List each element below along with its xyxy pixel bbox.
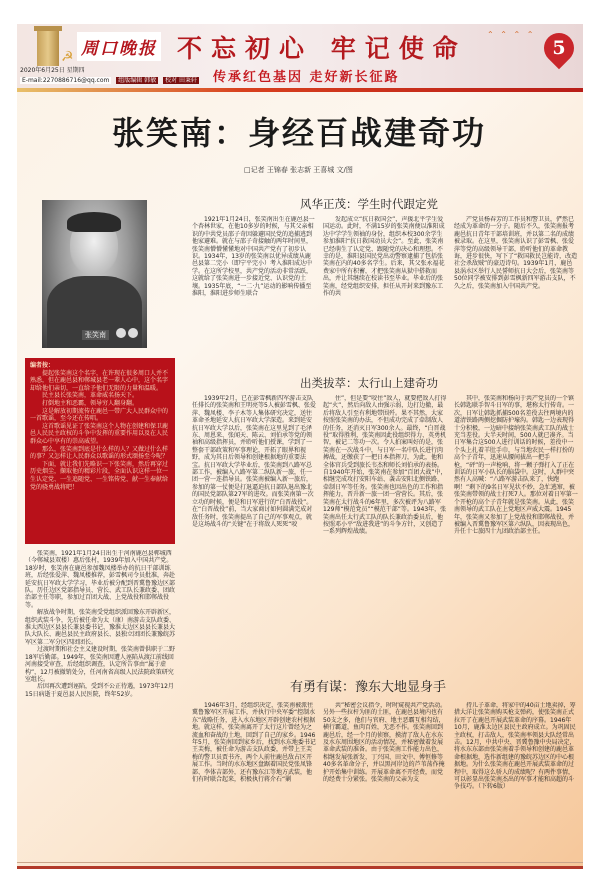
column-text: 其中，张笑南和杨向于共产党员的一个镇长韩匙联手智斗日军的事，堪称太行传奇。一次，日军让韩匙抓捕500名差役去往两境内的道清铁路两侧挖掘防护壕沟。韩匙一边表现得十分积极，一边暗中接纳张笑南武工队的战士充当差役。大半天时间，500人就已凑齐。当日军集合这500人进行训话的时候，差役中一个头上扎着羊肚手巾，与当地农民一样打扮的高个子青年，迅速从腰间拔出一把手枪，“砰”的一声枪响，将一颗子弹打入了正在训话的日军小队长的脑袋中。这时，人群中突然有人高喊：“八路军游击队来了，快跑啊！”剩下的9名日军见状不妙，急忙逃窜，被张笑南带领的战士打死7人。那位对着日军第一个开枪的高个子青年就是张笑南。从此，张笑南领导的武工队在上党地区声威大震。1945年，张笑南又参加了上党战役和邯郸战役，并被编入晋冀鲁豫军区第六纵队，因表现出色，升任十七旅四十九团政治部主任。: [454, 395, 578, 536]
bio-paragraph: 后因再次遭到诬陷，受到不公正待遇，1973年12月15日病逝于夏邑县人民医院，终年52岁。: [25, 683, 174, 698]
photo-caption: 张笑南: [82, 330, 109, 340]
editor-note-paragraph: 民主县长张笑南，革命威名扬天下。: [42, 392, 139, 400]
section-column: [192, 702, 316, 857]
section-column: [323, 395, 447, 670]
editor-note-paragraph: 提起张笑南这个名字，在许现在很多周口人并不熟悉，但在鹿邑县和郸城县老一辈人心中，这个名字却给他们亲切，一直给予他们无限的力量和温暖。: [30, 369, 169, 392]
newspaper-logo: 周口晚报: [77, 32, 161, 61]
flying-birds-icon: ⌃ ⌃ ⌃ ⌃: [487, 30, 536, 39]
bottom-rule-thin: [17, 862, 583, 863]
column-text: 共”秘密会议指令，时时窥视共产党活动。另外一些拉杆为匪的土匪，在鹿邑县境内也有50支之多，他们与官府、地主恶霸互相勾结，横行霸道，鱼肉百姓，无恶不作。张笑南回到鹿邑后，经一个月的侦察，摸清了敌人在水东及水东周围地区的活动情况，并秘密做着发展革命武装的准备。由于张笑南工作能力出色，相继发展张新发、丁兴国、田文中、傅恒修等40多名革命分子，并以黑河岸边的芦苇荡作掩护开始集中训练。开展革命离不开经费，而党的经费十分紧张。张笑南的父亲为支: [323, 702, 447, 784]
editor-note-box: [25, 358, 175, 544]
editor-note-paragraph: 下面，就让我们先略识一下张笑南，然后再穿过历史烟尘，撷取他的精彩片段，全面认识这样一位一生认定党、一生追随党、一生铭传党、献一生奉献给党的骁勇战将吧！: [30, 460, 169, 491]
headline: 张笑南：身经百战建奇功: [112, 114, 487, 152]
editor-info: [20, 77, 199, 85]
column-text: 产党员杨春芳的工作员和警卫员，俨然已经成为革命的一分子。随后不久，张笑南报考鹿邑抗日青年干部培训班，并以第二名的成绩被录取。在这里，张笑南认识了彭雪枫、张爱萍等党的高级领导干部，聆听他们的革命教诲，进步很快，写下了“救国救民岂能诗，改造社会杀敌贼”的豪迈诗句。1939年1月，鹿邑县涡水区举行人民誓师抗日大会后，张笑南等50位同学被安排到彭雪枫新四军游击支队，不久之后，张笑南加入中国共产党。: [454, 216, 578, 290]
section-column: [323, 216, 447, 366]
editor-note-paragraph: 打倒地主和恶霸，领导穷人翻身翻。: [42, 399, 139, 407]
editor-note-title: 编者按：: [30, 362, 55, 369]
section-title: 风华正茂：学生时代跟定党: [300, 197, 438, 211]
biography-column: [25, 550, 175, 850]
bio-paragraph: 过渡时期和社会主义建设时期，张笑南曾供职于二野18军后勤部。1949年，张笑南因遭人诬陷从渡江前线回河南接受审查，后经组织调查，认定所告事由“属于虚构”，12月被撤销处分，任河南省高级人民法院政策研究室组长。: [25, 646, 175, 683]
medal-icon: [116, 328, 126, 338]
editor-note-paragraph: 这首歌谣见证了张笑南这个人物在创建和保卫鹿邑人民民主政权的斗争中发挥的重要作用以及在人民群众心中享有的崇高威望。: [30, 422, 169, 445]
slogan: 不忘初心 牢记使命: [177, 34, 467, 63]
bottom-rule: [17, 866, 583, 869]
section-column: [454, 702, 578, 857]
section-column: [454, 216, 578, 366]
staff-proofreader: 校对 田秉轩: [165, 77, 198, 84]
issue-date: 2020年6月25日 星期四: [20, 67, 85, 74]
column-text: 发起成立“抗日救国会”，声援北平学生爱国运动。此时，不满15岁的张笑南便以淮阳成达中学学生领袖的身份，组织本校300余学生参加淮阳“抗日救国动员大会”。至此，张笑南已经萌生了认定党、跟随党的决心和理想。不幸的是，淮阳县国民党出动警察逮捕了包括张笑南在内的40多名学生。后来，其父张永福花费家中所有积蓄，才把张笑南从狱中搭救而出，并让其继续在校读书至毕业。毕业后的张笑南，经党组织安排，担任从开封来到豫东工作的共: [323, 216, 445, 298]
editor-note-paragraph: 那么，张笑南到底是什么样的人？又做过什么样的事？又怎样让人民群众以歌谣的形式颂扬至今呢？: [30, 445, 169, 461]
portrait-photo: [42, 200, 147, 348]
page-number-badge: [538, 27, 580, 69]
page-number: 5: [552, 37, 566, 59]
masthead: [17, 24, 583, 92]
hammer-sickle-icon: ☭: [61, 49, 74, 65]
section-title: 有勇有谋：豫东大地显身手: [290, 680, 447, 695]
editor-note-paragraph: 这是解放初期流传在鹿邑一带广大人民群众中的一首歌谣，至今还在传唱。: [30, 407, 169, 423]
section-column: [454, 395, 578, 670]
column-text: 1939年2月，已在彭雪枫新四军游击支队任排长的张笑南和王明亮等5人被彭雪枫、张爱萍、魏凤楼、李子木等人集体研究决定，送往革命圣地延安人抗日军政大学深造。来到延安抗日军政大学以后，张笑南在这里见到了毛泽东、周恩来、张闻天、陈云、刘伯承等党的领袖和高级指挥员，并聆听他们授课，学到了一整套干部政策和军事理论，开拓了眼界和视野，成为其日后领导和创建根据地的重要法宝。抗日军政大学毕业后，张笑南到八路军总部工作，被编入八路军第二纵队新一旅，任一团一营一连指导员。张笑南被编入新一旅后，参加的第一仗便是打退逼迫抗日部队退出豫北的国民党部队第27军的进攻。而张笑南第一次立功的时候，便是和日军进行的“白晋战役”。在“白晋战役”前，当大家商讨如何圆满完成对敌任务时，张笑南提出了自己的军事观点，就是这场战斗的“关键”在于将敌人死死“咬: [192, 395, 316, 528]
medal-icon: [128, 328, 138, 338]
section-column: [323, 702, 447, 857]
sub-slogan: 传承红色基因 走好新长征路: [213, 70, 400, 85]
photo-figure-cap: [67, 212, 121, 232]
bio-paragraph: 解放战争时期，张笑南受党组织派回豫东开辟新区，组织武装斗争，先后被任命为太（康）南游击支队政委、淮太西边区县县长兼县委书记、豫淮太边区县县长兼县大队大队长、鹿邑县民主政府县长、县独立团团长兼豫皖苏军区第二军分区四团团长。: [25, 609, 175, 646]
section-title: 出类拔萃：太行山上建奇功: [300, 376, 438, 390]
column-text: 住”，但是要“咬住”敌人，就要把敌人打得起“火”，然后向敌人由强示弱，边打边撤，最后将敌人引至有利地带围歼。果不其然，大家按照张笑南的办法，不但成功完成了牵制敌人的任务，还消灭日军300余人。最终，“白晋战役”取得胜利，张笑南因此役组织得力、英勇机智，被记二等功一次。令人拍案叫好的是，张笑南在一次战斗中，与日军一名中队长进行肉搏战，还缴获了一把日本指挥刀，为此，他和全体官兵受到旅长韦杰和师长刘伯承的表扬。自1940年开始，张笑南在参加“百团大战”中，相继完成攻打安阳车站、袭击安阳北侧铁路、牵制日军等任务。张笑南也因出色的工作和指挥能力，晋升新一旅一团一营营长。其后，张笑南在太行战斗的6年里，多次被评为八路军129师“模范党员”“模范干部”等。1943年，张笑南出任太行武工队的队长兼政治委员后，他按照邓小平“敌进我进”的斗争方针，又创造了一系列辉煌战绩。: [323, 395, 447, 536]
section-column: [192, 216, 316, 366]
bio-paragraph: 张笑南，1921年1月24日出生于河南鹿邑县郸城西（今郸城县双楼）惠后张村，1939年加入中国共产党。18岁时，张笑南在鹿邑参加魏凤楼举办的抗日干部训练班，后经张爱萍、魏凤楼推荐，彭雪枫司令员批准，奔赴延安抗日军政大学学习，毕业后被分配到晋冀鲁豫边区部队。历任边区党部指导员、营长、武工队长兼政委、团政治部主任等职，参加过百团大战、上党战役和邯郸战役等。: [25, 550, 175, 609]
staff-editor: 组版编辑 韩敏: [118, 77, 157, 84]
monument-icon: [37, 26, 59, 66]
email: E-mail:2270886716@qq.com: [22, 77, 110, 84]
column-text: 持儿子革命，将家中的40亩土地卖掉，筹措大洋让张笑南购买枪支弹药，使张笑南正式拉开了在鹿邑开展武装革命的序幕。1946年10月，鹿淮太边区县民主政府成立。为巩固民主政权，打击敌人，张笑南率领县大队经常出击。12月，中共中央、晋冀鲁豫中央局决定，将水东东部由张笑南着手领导和创建的鹿邑革命根据地，选作新组建的豫皖苏边区的中心根据地。为什么张笑南在鹿邑开展武装革命的过程中，取得这么骄人的成绩呢？有两件事情，可以彰显出张笑南杰出的军事才能和高超的斗争技巧。（下转6版）: [454, 702, 576, 791]
byline: □记者 王锦春 张志新 王喜城 文/图: [244, 166, 353, 174]
ribbon-stripe: [17, 88, 583, 92]
column-text: 1946年3月，经组织决定，张笑南被派往冀鲁豫军区开展工作，并执行中央军委“控制水东”战略任务，进入水东地区开辟创建农村根据地。就这样，张笑南离开了太行这片曾经为之流血和奋战的土地，回到了自己的家乡。1946年5月，张笑南回到家乡后，找到水东地委书记王芙梅，被任命为游击支队政委，并带上王芙梅的警卫员贾书齐，两个人前往鹿邑敌占区开展工作。当时的水东地区盘踞着国民党张凤锋部、李体吉部外，还有豫东江等地方武装，他们有时联合起来，积极执行蒋介石“剿: [192, 702, 316, 784]
column-text: 1921年1月24日，张笑南出生在鹿邑县一个杏林世家，在他10多岁的时候，与其父亲相识的中共党员邵子奇因躲避国民党的追捕逃到他家避难。就在与邵子奇接触的两年时间里，张笑南懵懵懂懂地对中国共产党有了初步认识。1934年，13岁的张笑南以优异成绩从鹿邑县第二完小（即宁平完小）考入淮阳成达中学。在这所学校里，共产党的活动非常活跃，这就给了张笑南进一步接近党、认识党的土壤。1935年底，“一二·九”运动的影响传播至淮阳，淮阳进步师生联合: [192, 216, 315, 298]
section-column: [192, 395, 316, 670]
